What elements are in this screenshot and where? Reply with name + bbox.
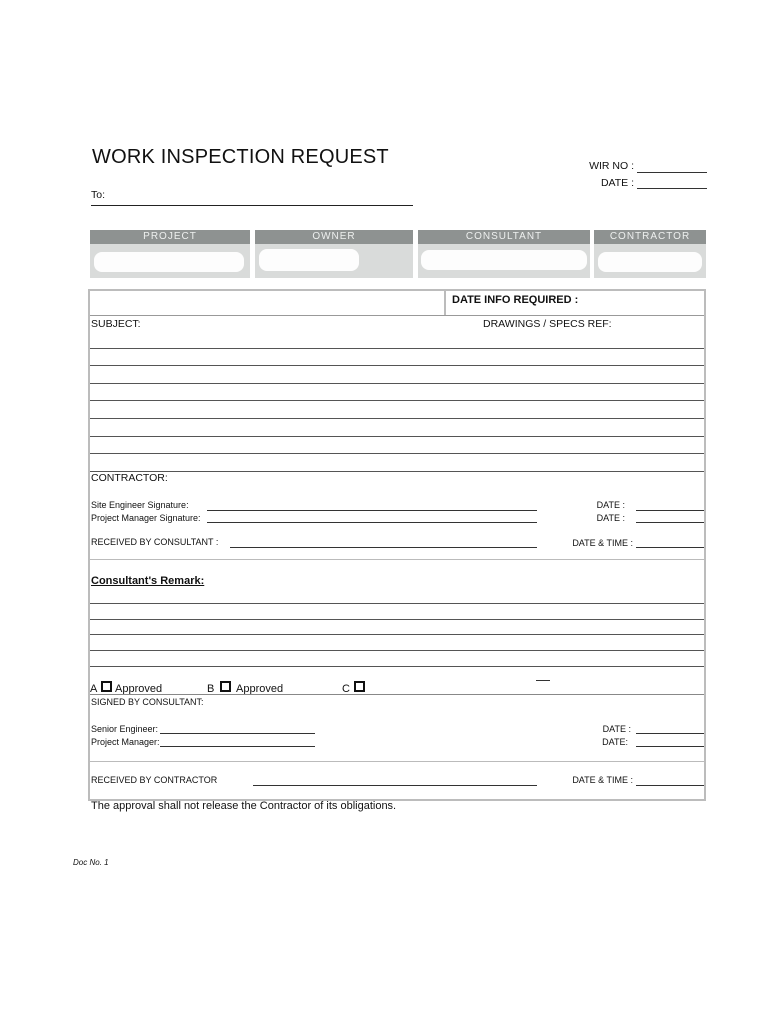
subject-line[interactable]	[90, 400, 704, 401]
project-manager-signature-field[interactable]	[207, 522, 537, 523]
date-info-required-label: DATE INFO REQUIRED :	[452, 294, 579, 306]
senior-engineer-label: Senior Engineer:	[91, 724, 159, 734]
received-by-contractor-label: RECEIVED BY CONTRACTOR	[91, 775, 218, 785]
subject-line[interactable]	[90, 365, 704, 366]
header-date-field[interactable]	[637, 188, 707, 189]
received-by-consultant-label: RECEIVED BY CONSULTANT :	[91, 537, 219, 547]
consultant-date-field[interactable]	[636, 746, 704, 747]
consultant-project-manager-field[interactable]	[160, 746, 315, 747]
subject-line[interactable]	[90, 348, 704, 349]
consultant-cell[interactable]	[418, 244, 590, 278]
subject-line[interactable]	[90, 471, 704, 472]
drawings-specs-ref-label: DRAWINGS / SPECS REF:	[483, 318, 612, 330]
remark-line[interactable]	[90, 619, 704, 620]
to-field[interactable]	[91, 205, 413, 206]
site-engineer-signature-label: Site Engineer Signature:	[91, 500, 189, 510]
wir-no-label: WIR NO :	[589, 160, 634, 172]
contractor-heading: CONTRACTOR:	[91, 472, 168, 484]
subject-line[interactable]	[90, 453, 704, 454]
consultant-date-label: DATE :	[602, 724, 631, 734]
consultant-date-label: DATE:	[602, 737, 628, 747]
option-a-label: Approved	[115, 683, 163, 695]
contractor-date-field[interactable]	[636, 522, 704, 523]
owner-cell[interactable]	[255, 244, 413, 278]
page-title: WORK INSPECTION REQUEST	[92, 146, 389, 168]
tab-contractor: CONTRACTOR	[594, 230, 706, 244]
consultant-date-field[interactable]	[636, 733, 704, 734]
contractor-cell[interactable]	[594, 244, 706, 278]
contractor-received-date-time-label: DATE & TIME :	[572, 775, 633, 785]
to-label: To:	[91, 189, 106, 201]
option-b-label: Approved	[236, 683, 284, 695]
signed-by-consultant-label: SIGNED BY CONSULTANT:	[91, 697, 204, 707]
option-b-checkbox[interactable]	[220, 681, 231, 692]
senior-engineer-field[interactable]	[160, 733, 315, 734]
consultant-received-date-time-field[interactable]	[636, 547, 704, 548]
approval-note: The approval shall not release the Contractor of its obligations.	[91, 800, 397, 812]
received-by-contractor-field[interactable]	[253, 785, 537, 786]
project-cell[interactable]	[90, 244, 250, 278]
header-date-label: DATE :	[600, 177, 634, 189]
contractor-date-label: DATE :	[596, 500, 625, 510]
top-row-divider	[444, 289, 446, 316]
doc-number: Doc No. 1	[73, 858, 109, 867]
subject-line[interactable]	[90, 383, 704, 384]
remark-line[interactable]	[90, 603, 704, 604]
received-by-consultant-field[interactable]	[230, 547, 537, 548]
remark-line[interactable]	[90, 666, 704, 667]
remark-line[interactable]	[90, 634, 704, 635]
tab-consultant: CONSULTANT	[418, 230, 590, 244]
option-a-checkbox[interactable]	[101, 681, 112, 692]
subject-label: SUBJECT:	[91, 318, 141, 330]
option-b-letter: B	[207, 683, 215, 695]
tab-owner: OWNER	[255, 230, 413, 244]
contractor-date-field[interactable]	[636, 510, 704, 511]
site-engineer-signature-field[interactable]	[207, 510, 537, 511]
tab-project: PROJECT	[90, 230, 250, 244]
subject-line[interactable]	[90, 418, 704, 419]
wir-no-field[interactable]	[637, 172, 707, 173]
contractor-date-label: DATE :	[596, 513, 625, 523]
consultants-remark-heading: Consultant's Remark:	[91, 575, 205, 587]
option-a-letter: A	[90, 683, 98, 695]
consultant-received-date-time-label: DATE & TIME :	[572, 538, 633, 548]
remark-line[interactable]	[90, 650, 704, 651]
project-manager-signature-label: Project Manager Signature:	[91, 513, 201, 523]
subject-line[interactable]	[90, 436, 704, 437]
consultant-project-manager-label: Project Manager:	[91, 737, 160, 747]
contractor-received-date-time-field[interactable]	[636, 785, 704, 786]
option-c-letter: C	[342, 683, 350, 695]
option-c-checkbox[interactable]	[354, 681, 365, 692]
